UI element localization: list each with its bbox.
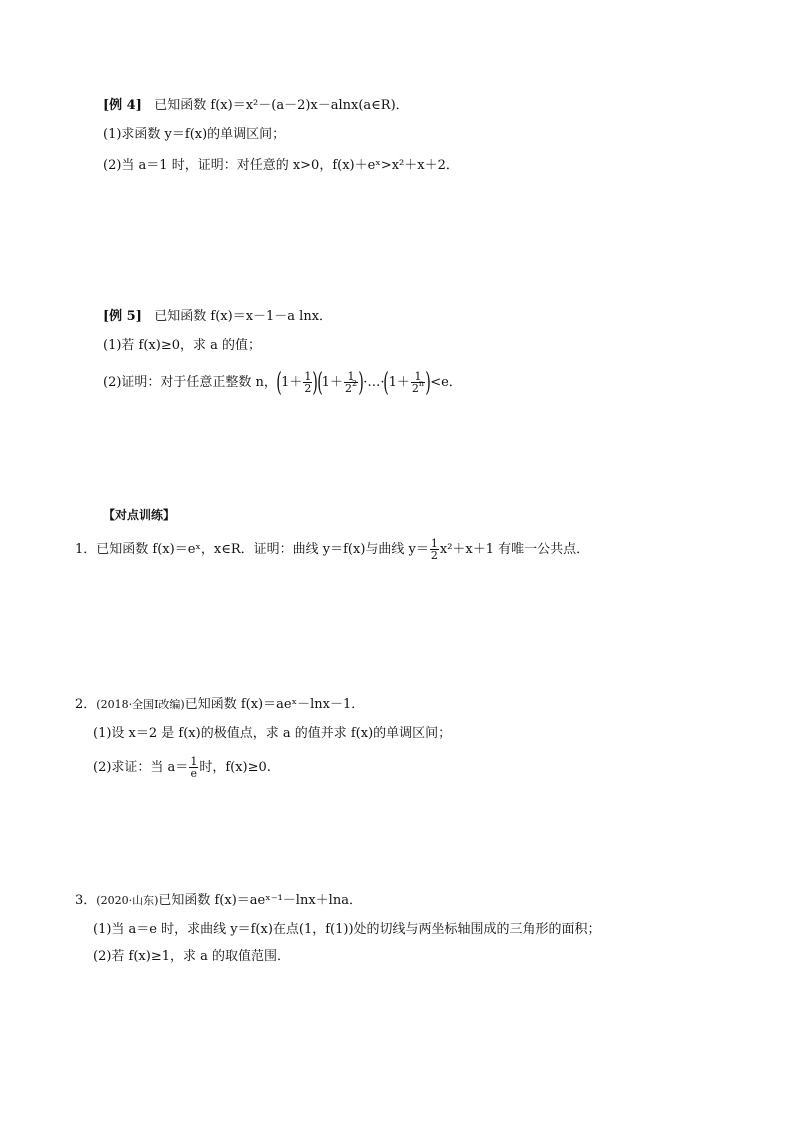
fraction-half: $\frac{1}{2}$: [304, 370, 312, 395]
problem3-part1: (1)当 a＝e 时，求曲线 y＝f(x)在点(1，f(1))处的切线与两坐标轴围成的三角形的面积；: [93, 922, 601, 937]
problem1-text-before: 已知函数 f(x)＝eˣ，x∈R．证明：曲线 y＝f(x)与曲线 y＝: [96, 542, 429, 557]
problem3-stem-line: [75, 893, 362, 909]
problem1-number: 1．: [75, 542, 97, 557]
problem2-source: (2018·全国Ⅰ改编): [96, 698, 185, 711]
example5-stem: 已知函数 f(x)＝x－1－a lnx．: [154, 309, 333, 324]
example4-stem-line: [103, 98, 409, 114]
product-formula: (1＋ $\frac{1}{2}$ )(1＋ $\frac{1}{2^2}$ )·…·(1＋ $\frac{1}{2^n}$ ): [276, 367, 431, 398]
example5-part2-suffix: <e．: [430, 375, 462, 390]
example4-label: [例 4]: [103, 98, 142, 113]
problem1: [75, 535, 589, 565]
example5-part2-prefix: (2)证明：对于任意正整数 n，: [103, 375, 277, 390]
problem2-part2: [93, 753, 271, 783]
example4-stem: 已知函数 f(x)＝x²－(a－2)x－alnx(a∈R)．: [154, 98, 409, 113]
example5-label: [例 5]: [103, 309, 142, 324]
example5-stem-line: [103, 309, 332, 325]
example5-part1: (1)若 f(x)≥0，求 a 的值；: [103, 338, 262, 353]
problem1-text-after: x²＋x＋1 有唯一公共点．: [439, 542, 590, 557]
problem2-part2-before: (2)求证：当 a＝: [93, 760, 189, 775]
problem2-number: 2．: [75, 697, 97, 712]
fraction-quarter: $\frac{1}{2^2}$: [344, 370, 358, 395]
example4-part1: (1)求函数 y＝f(x)的单调区间；: [103, 127, 286, 142]
example4-part2: (2)当 a＝1 时，证明：对任意的 x>0，f(x)＋eˣ>x²＋x＋2．: [103, 158, 459, 173]
section-heading: 【对点训练】: [103, 508, 176, 522]
problem2-part2-after: 时，f(x)≥0.: [199, 760, 271, 775]
fraction-general: $\frac{1}{2^n}$: [411, 370, 425, 395]
problem2-stem-line: [75, 697, 364, 713]
fraction-one-over-e: $\frac{1}{e}$: [190, 755, 198, 780]
problem2-part1: (1)设 x＝2 是 f(x)的极值点，求 a 的值并求 f(x)的单调区间；: [93, 726, 452, 741]
problem3-stem: 已知函数 f(x)＝aeˣ⁻¹－lnx＋lna．: [158, 893, 362, 908]
problem3-source: (2020·山东): [96, 894, 159, 907]
problem2-stem: 已知函数 f(x)＝aeˣ－lnx－1．: [184, 697, 365, 712]
problem3-number: 3．: [75, 893, 97, 908]
fraction-one-half: $\frac{1}{2}$: [430, 537, 438, 562]
problem3-part2: (2)若 f(x)≥1，求 a 的取值范围．: [93, 949, 291, 964]
example5-part2: [103, 368, 462, 398]
